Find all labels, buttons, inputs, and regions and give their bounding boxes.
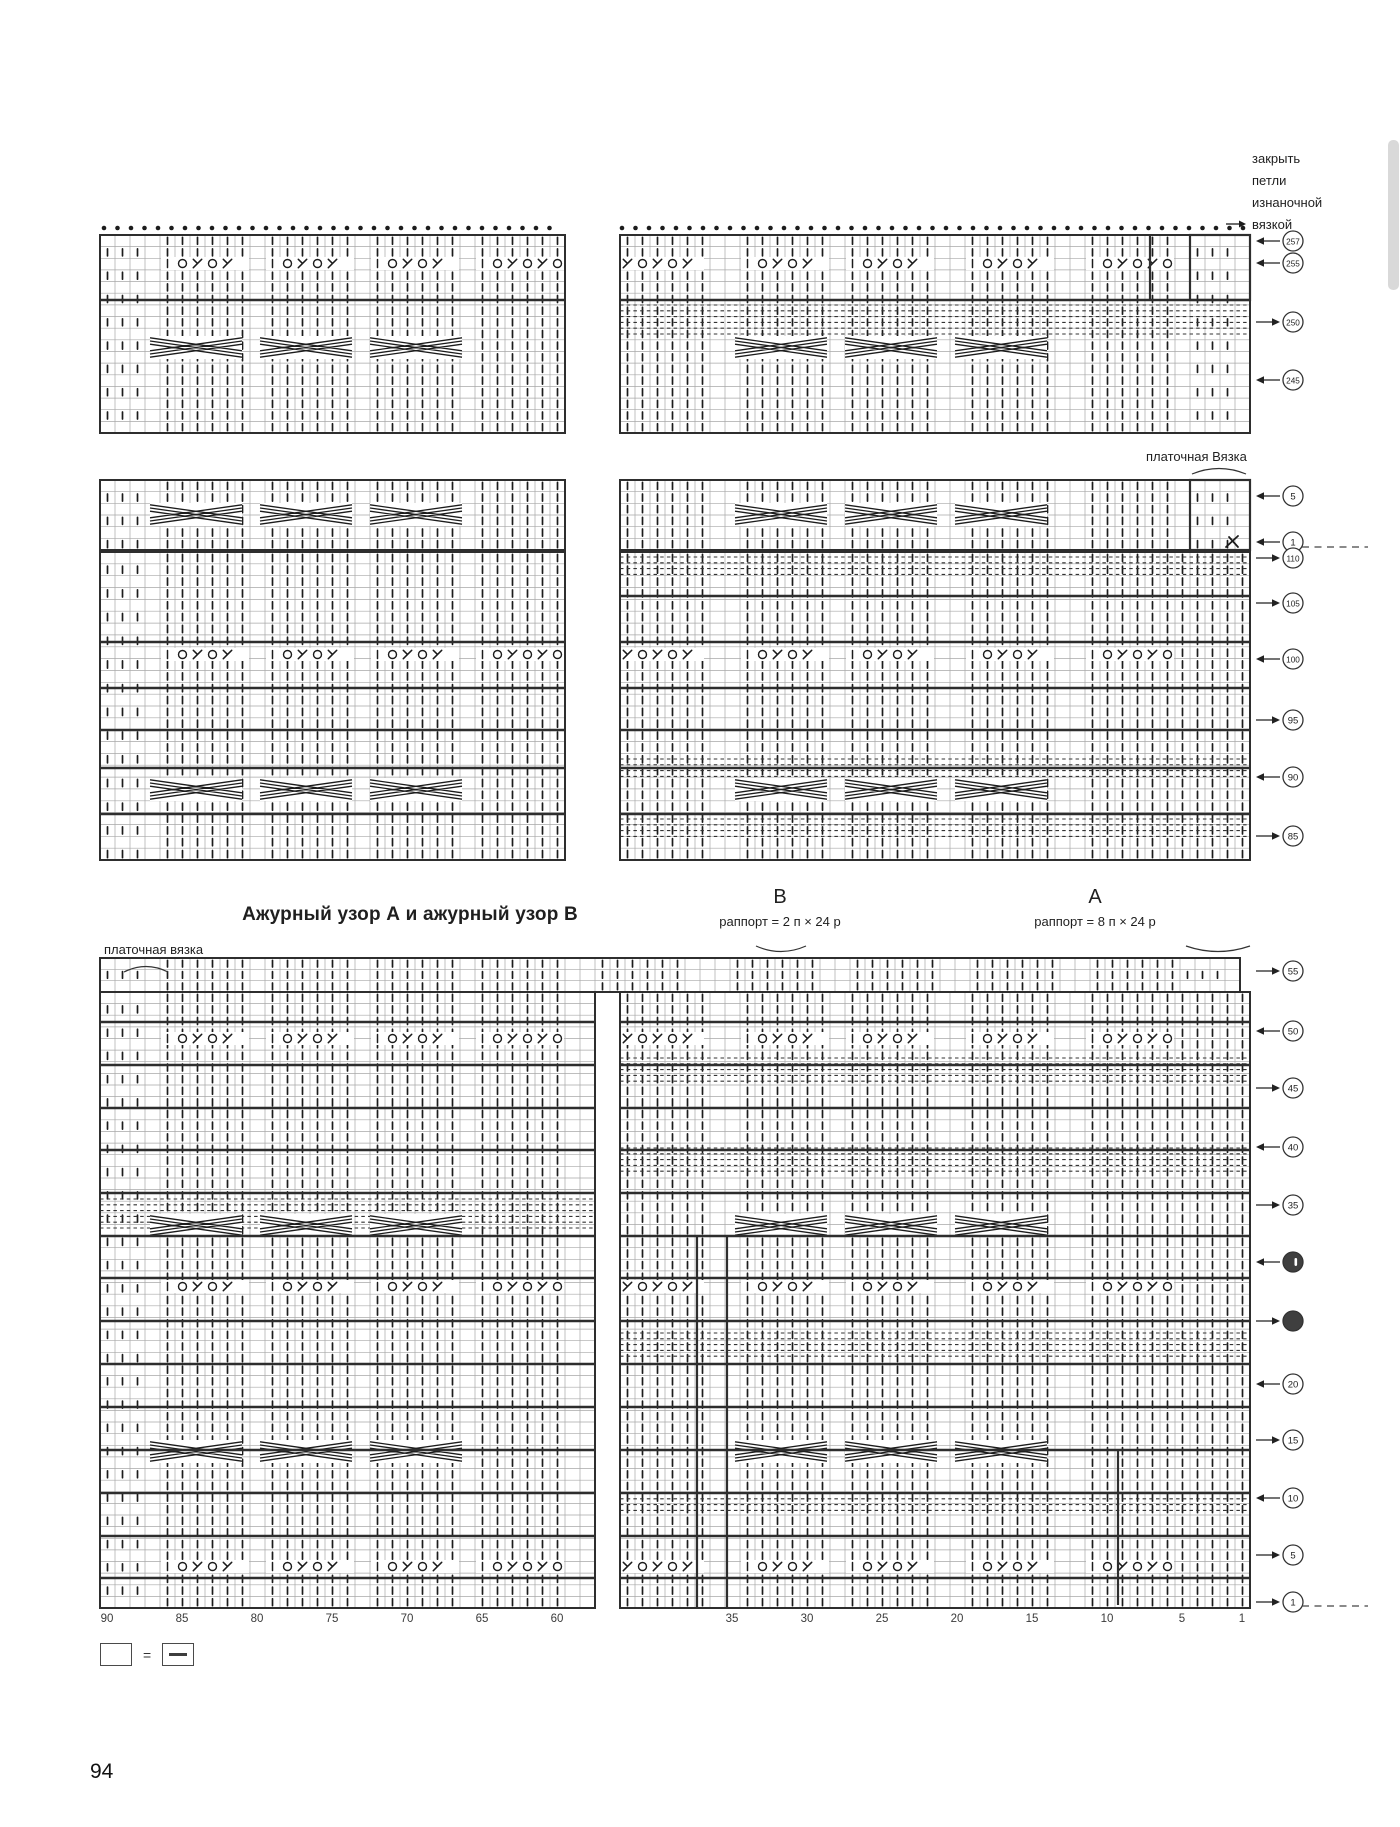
row-number: 50: [1287, 1026, 1299, 1038]
bind-off-dot-icon: [1011, 226, 1016, 231]
bind-off-dot-icon: [782, 226, 787, 231]
motif-backing: [266, 648, 354, 661]
bind-off-dot-icon: [399, 226, 404, 231]
row-number-circle: [1283, 1311, 1303, 1331]
stitch-number: 30: [800, 1613, 814, 1625]
chart-legend: [100, 1643, 194, 1666]
row-arrowhead-icon: [1256, 1258, 1264, 1266]
row-arrowhead-icon: [1256, 492, 1264, 500]
row-number: 20: [1287, 1379, 1299, 1391]
bind-off-dot-icon: [507, 226, 512, 231]
bind-off-dot-icon: [903, 226, 908, 231]
bind-off-dot-icon: [1227, 226, 1232, 231]
stitch-number: 10: [1100, 1613, 1114, 1625]
bind-off-dot-icon: [196, 226, 201, 231]
annotation-brace-icon: [1186, 946, 1250, 952]
motif-backing: [966, 257, 1054, 270]
motif-backing: [476, 257, 564, 270]
motif-backing: [741, 648, 829, 661]
stitch-number: 70: [400, 1613, 414, 1625]
bind-off-dot-icon: [480, 226, 485, 231]
bind-off-dot-icon: [795, 226, 800, 231]
bind-off-dot-icon: [1146, 226, 1151, 231]
motif-backing: [966, 1032, 1054, 1045]
row-number: 245: [1286, 376, 1300, 386]
bind-off-dot-icon: [426, 226, 431, 231]
garter-stitch-label-bottom: платочная вязка: [104, 942, 204, 957]
motif-backing: [846, 1032, 934, 1045]
row-number: 5: [1290, 1550, 1296, 1562]
stitch-number: 60: [550, 1613, 564, 1625]
bind-off-dot-icon: [318, 226, 323, 231]
bind-off-dot-icon: [957, 226, 962, 231]
row-number: 105: [1286, 599, 1300, 609]
row-arrowhead-icon: [1256, 1494, 1264, 1502]
row-number: 15: [1287, 1435, 1299, 1447]
bind-off-dot-icon: [849, 226, 854, 231]
bind-off-dot-icon: [917, 226, 922, 231]
bind-off-dot-icon: [385, 226, 390, 231]
row-number: 257: [1286, 237, 1300, 247]
row-number: 85: [1287, 831, 1299, 843]
row-arrowhead-icon: [1256, 376, 1264, 384]
circle-slit: [1295, 1258, 1298, 1266]
bind-off-dot-icon: [674, 226, 679, 231]
row-arrowhead-icon: [1256, 773, 1264, 781]
motif-backing: [476, 648, 564, 661]
bind-off-dot-icon: [520, 226, 525, 231]
bind-off-dot-icon: [291, 226, 296, 231]
bind-off-dot-icon: [1065, 226, 1070, 231]
bind-off-dot-icon: [876, 226, 881, 231]
motif-backing: [161, 1280, 249, 1293]
row-number: 35: [1287, 1200, 1299, 1212]
row-arrowhead-icon: [1272, 318, 1280, 326]
bind-off-dot-icon: [210, 226, 215, 231]
bind-off-dot-icon: [768, 226, 773, 231]
row-arrowhead-icon: [1272, 1436, 1280, 1444]
motif-backing: [161, 257, 249, 270]
row-number: 100: [1286, 655, 1300, 665]
motif-backing: [161, 1032, 249, 1045]
bind-off-dot-icon: [687, 226, 692, 231]
bind-off-dot-icon: [728, 226, 733, 231]
bind-off-dot-icon: [1052, 226, 1057, 231]
legend-empty-square-icon: [100, 1643, 132, 1666]
bind-off-dot-icon: [1241, 226, 1246, 231]
bind-off-dot-icon: [741, 226, 746, 231]
bind-off-dot-icon: [809, 226, 814, 231]
motif-backing: [741, 1280, 829, 1293]
bind-off-dot-icon: [345, 226, 350, 231]
row-arrowhead-icon: [1256, 655, 1264, 663]
bind-off-dot-icon: [863, 226, 868, 231]
bind-off-dot-icon: [156, 226, 161, 231]
row-arrowhead-icon: [1256, 1143, 1264, 1151]
motif-backing: [266, 257, 354, 270]
motif-backing: [476, 1560, 564, 1573]
bind-off-dot-icon: [836, 226, 841, 231]
motif-backing: [161, 648, 249, 661]
bind-off-dot-icon: [714, 226, 719, 231]
row-number: 110: [1286, 554, 1300, 564]
bind-off-dot-icon: [930, 226, 935, 231]
bind-off-dot-icon: [183, 226, 188, 231]
motif-backing: [1086, 1560, 1174, 1573]
motif-backing: [1086, 1280, 1174, 1293]
bind-off-dot-icon: [115, 226, 120, 231]
pattern-b-repeat: раппорт = 2 п × 24 р: [719, 914, 841, 929]
bind-off-dot-icon: [1133, 226, 1138, 231]
motif-backing: [371, 648, 459, 661]
stitch-number: 1: [1238, 1613, 1246, 1625]
bind-off-dot-icon: [223, 226, 228, 231]
stitch-number: 15: [1025, 1613, 1039, 1625]
row-number: 1: [1290, 1597, 1296, 1609]
motif-backing: [476, 1032, 564, 1045]
bind-off-dot-icon: [1092, 226, 1097, 231]
motif-backing: [846, 648, 934, 661]
motif-backing: [266, 1280, 354, 1293]
motif-backing: [371, 1280, 459, 1293]
bind-off-line: петли: [1252, 173, 1287, 188]
pattern-a-repeat: раппорт = 8 п × 24 р: [1034, 914, 1156, 929]
motif-backing: [161, 1560, 249, 1573]
row-arrowhead-icon: [1256, 1027, 1264, 1035]
bind-off-dot-icon: [1119, 226, 1124, 231]
row-arrowhead-icon: [1272, 599, 1280, 607]
bind-off-dot-icon: [547, 226, 552, 231]
bind-off-dot-icon: [304, 226, 309, 231]
page-number: 94: [90, 1760, 114, 1783]
bind-off-dot-icon: [102, 226, 107, 231]
purl-dash-icon: [169, 1653, 187, 1656]
bind-off-dot-icon: [890, 226, 895, 231]
bind-off-dot-icon: [534, 226, 539, 231]
row-number: 95: [1287, 715, 1299, 727]
stitch-number: 25: [875, 1613, 889, 1625]
motif-backing: [846, 1280, 934, 1293]
row-arrowhead-icon: [1272, 1084, 1280, 1092]
stitch-number: 75: [325, 1613, 339, 1625]
row-arrowhead-icon: [1272, 832, 1280, 840]
bind-off-line: вязкой: [1252, 217, 1293, 232]
row-arrowhead-icon: [1256, 1380, 1264, 1388]
motif-backing: [846, 257, 934, 270]
stitch-number: 65: [475, 1613, 489, 1625]
row-arrowhead-icon: [1272, 967, 1280, 975]
bind-off-dot-icon: [237, 226, 242, 231]
row-arrowhead-icon: [1256, 538, 1264, 546]
motif-backing: [741, 1560, 829, 1573]
pattern-b-letter: B: [773, 886, 787, 908]
row-number: 10: [1287, 1493, 1299, 1505]
bind-off-dot-icon: [1187, 226, 1192, 231]
bind-off-dot-icon: [250, 226, 255, 231]
scan-artifact-strip: [1388, 140, 1399, 290]
pattern-a-letter: A: [1088, 886, 1102, 908]
bind-off-dot-icon: [1025, 226, 1030, 231]
row-number: 250: [1286, 318, 1300, 328]
stitch-number: 90: [100, 1613, 114, 1625]
motif-backing: [966, 1280, 1054, 1293]
motif-backing: [1086, 1032, 1174, 1045]
legend-equals: =: [143, 1646, 152, 1663]
stitch-number: 80: [250, 1613, 264, 1625]
bind-off-line: закрыть: [1252, 151, 1301, 166]
bind-off-dot-icon: [439, 226, 444, 231]
bind-off-note: [1252, 148, 1322, 236]
garter-stitch-label-top: платочная Вязка: [1146, 449, 1247, 464]
bind-off-dot-icon: [998, 226, 1003, 231]
row-arrowhead-icon: [1272, 716, 1280, 724]
motif-backing: [371, 257, 459, 270]
bind-off-dot-icon: [331, 226, 336, 231]
row-arrowhead-icon: [1272, 1551, 1280, 1559]
legend-purl-square-icon: [162, 1643, 194, 1666]
motif-backing: [371, 1560, 459, 1573]
bind-off-dot-icon: [1079, 226, 1084, 231]
bind-off-dot-icon: [412, 226, 417, 231]
bind-off-dot-icon: [1200, 226, 1205, 231]
bind-off-line: изнаночной: [1252, 195, 1323, 210]
bind-off-dot-icon: [620, 226, 625, 231]
bind-off-dot-icon: [1038, 226, 1043, 231]
bind-off-dot-icon: [822, 226, 827, 231]
motif-backing: [266, 1032, 354, 1045]
row-arrowhead-icon: [1256, 259, 1264, 267]
bind-off-dot-icon: [493, 226, 498, 231]
row-number: 55: [1287, 966, 1299, 978]
bind-off-dot-icon: [1160, 226, 1165, 231]
bind-off-dot-icon: [660, 226, 665, 231]
stitch-number: 35: [725, 1613, 739, 1625]
bind-off-dot-icon: [701, 226, 706, 231]
motif-backing: [741, 1032, 829, 1045]
row-number-circle: [1283, 1252, 1303, 1272]
stitch-number: 85: [175, 1613, 189, 1625]
row-arrowhead-icon: [1256, 237, 1264, 245]
bind-off-dot-icon: [466, 226, 471, 231]
row-number: 45: [1287, 1083, 1299, 1095]
annotation-brace-icon: [1192, 469, 1246, 475]
stitch-number: 5: [1178, 1613, 1186, 1625]
annotation-brace-icon: [756, 946, 806, 952]
bind-off-dot-icon: [372, 226, 377, 231]
bind-off-dot-icon: [277, 226, 282, 231]
bind-off-dot-icon: [169, 226, 174, 231]
row-arrowhead-icon: [1272, 1598, 1280, 1606]
motif-backing: [741, 257, 829, 270]
bind-off-dot-icon: [971, 226, 976, 231]
bind-off-dot-icon: [453, 226, 458, 231]
motif-backing: [966, 1560, 1054, 1573]
row-arrowhead-icon: [1272, 1317, 1280, 1325]
row-number: 5: [1290, 491, 1296, 503]
bind-off-dot-icon: [633, 226, 638, 231]
bind-off-dot-icon: [1173, 226, 1178, 231]
row-number: 255: [1286, 259, 1300, 269]
row-number: 90: [1287, 772, 1299, 784]
chart-title: Ажурный узор А и ажурный узор В: [242, 904, 578, 925]
stitch-number: 20: [950, 1613, 964, 1625]
bind-off-dot-icon: [984, 226, 989, 231]
bind-off-dot-icon: [358, 226, 363, 231]
row-arrowhead-icon: [1272, 1201, 1280, 1209]
bind-off-dot-icon: [1106, 226, 1111, 231]
bind-off-dot-icon: [142, 226, 147, 231]
row-number: 1: [1290, 537, 1296, 549]
bind-off-dot-icon: [1214, 226, 1219, 231]
motif-backing: [266, 1560, 354, 1573]
bind-off-dot-icon: [129, 226, 134, 231]
row-arrowhead-icon: [1272, 554, 1280, 562]
motif-backing: [1086, 648, 1174, 661]
bind-off-dot-icon: [264, 226, 269, 231]
bind-off-dot-icon: [944, 226, 949, 231]
bind-off-dot-icon: [647, 226, 652, 231]
motif-backing: [966, 648, 1054, 661]
motif-backing: [476, 1280, 564, 1293]
row-number: 40: [1287, 1142, 1299, 1154]
bind-off-dot-icon: [755, 226, 760, 231]
motif-backing: [846, 1560, 934, 1573]
motif-backing: [371, 1032, 459, 1045]
motif-backing: [1086, 257, 1174, 270]
